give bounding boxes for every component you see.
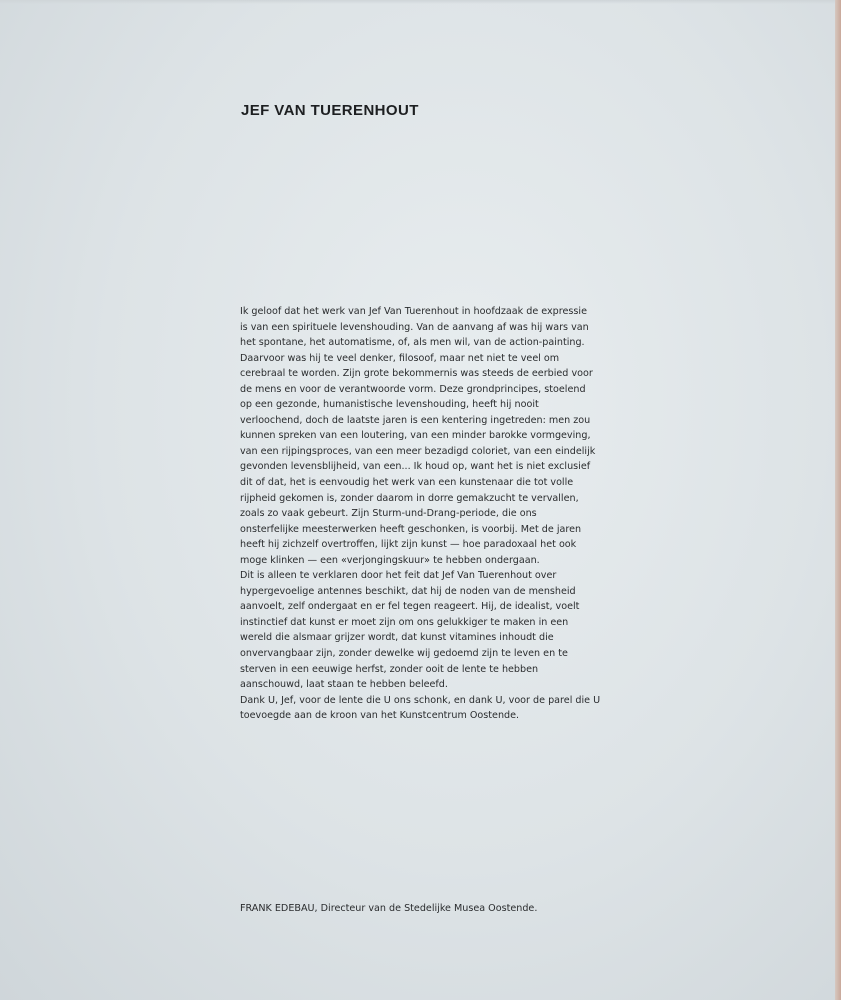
paragraph-line: Ik geloof dat het werk van Jef Van Tuerenhout in hoofdzaak de expressie — [240, 306, 587, 317]
page-top-shadow — [0, 0, 841, 4]
page-right-edge — [835, 0, 841, 1000]
paragraph-line: Daarvoor was hij te veel denker, filosoof, maar net niet te veel om — [240, 352, 560, 364]
paragraph-line: van een rijpingsproces, van een meer bezadigd coloriet, van een eindelijk — [240, 445, 596, 457]
paragraph-line: is van een spirituele levenshouding. Van de aanvang af was hij wars van — [240, 321, 589, 333]
paragraph-line: verloochend, doch de laatste jaren is een kentering ingetreden: men zou — [240, 414, 591, 426]
paragraph-line: cerebraal te worden. Zijn grote bekommernis was steeds de eerbied voor — [240, 368, 593, 380]
paragraph-line: de mens en voor de verantwoorde vorm. Deze grondprincipes, stoelend — [240, 383, 586, 395]
paragraph-line: dit of dat, het is eenvoudig het werk van een kunstenaar die tot volle — [240, 477, 574, 489]
paragraph-line: kunnen spreken van een loutering, van een minder barokke vormgeving, — [240, 430, 591, 442]
paragraph-line: toevoegde aan de kroon van het Kunstcentrum Oostende. — [240, 710, 520, 722]
paragraph-line: moge klinken — een «verjongingskuur» te hebben ondergaan. — [240, 554, 540, 566]
paragraph-line: hypergevoelige antennes beschikt, dat hij de noden van de mensheid — [240, 585, 576, 597]
paragraph-line: wereld die alsmaar grijzer wordt, dat kunst vitamines inhoudt die — [240, 632, 554, 644]
paragraph-line: aanvoelt, zelf ondergaat en er fel tegen reageert. Hij, de idealist, voelt — [240, 601, 580, 613]
body-paragraph — [240, 304, 630, 724]
page-title: JEF VAN TUERENHOUT — [241, 102, 419, 119]
paragraph-line: het spontane, het automatisme, of, als men wil, van de action-painting. — [240, 337, 585, 349]
signature-line: FRANK EDEBAU, Directeur van de Stedelijke Musea Oostende. — [240, 903, 538, 914]
paragraph-line: heeft hij zichzelf overtroffen, lijkt zijn kunst — hoe paradoxaal het ook — [240, 539, 577, 551]
paragraph-line: sterven in een eeuwige herfst, zonder ooit de lente te hebben — [240, 663, 539, 675]
paragraph-line: rijpheid gekomen is, zonder daarom in dorre gemakzucht te vervallen, — [240, 492, 579, 504]
paragraph-line: Dit is alleen te verklaren door het feit dat Jef Van Tuerenhout over — [240, 570, 557, 582]
paragraph-line: instinctief dat kunst er moet zijn om ons gelukkiger te maken in een — [240, 616, 569, 628]
paragraph-line: op een gezonde, humanistische levenshouding, heeft hij nooit — [240, 399, 539, 411]
paragraph-line: onvervangbaar zijn, zonder dewelke wij gedoemd zijn te leven en te — [240, 648, 568, 660]
paragraph-line: onsterfelijke meesterwerken heeft geschonken, is voorbij. Met de jaren — [240, 523, 582, 535]
paragraph-line: Dank U, Jef, voor de lente die U ons schonk, en dank U, voor de parel die U — [240, 694, 601, 706]
paragraph-line: gevonden levensblijheid, van een... Ik houd op, want het is niet exclusief — [240, 461, 591, 473]
paragraph-line: aanschouwd, laat staan te hebben beleefd. — [240, 679, 448, 691]
paragraph-line: zoals zo vaak gebeurt. Zijn Sturm-und-Drang-periode, die ons — [240, 508, 537, 520]
